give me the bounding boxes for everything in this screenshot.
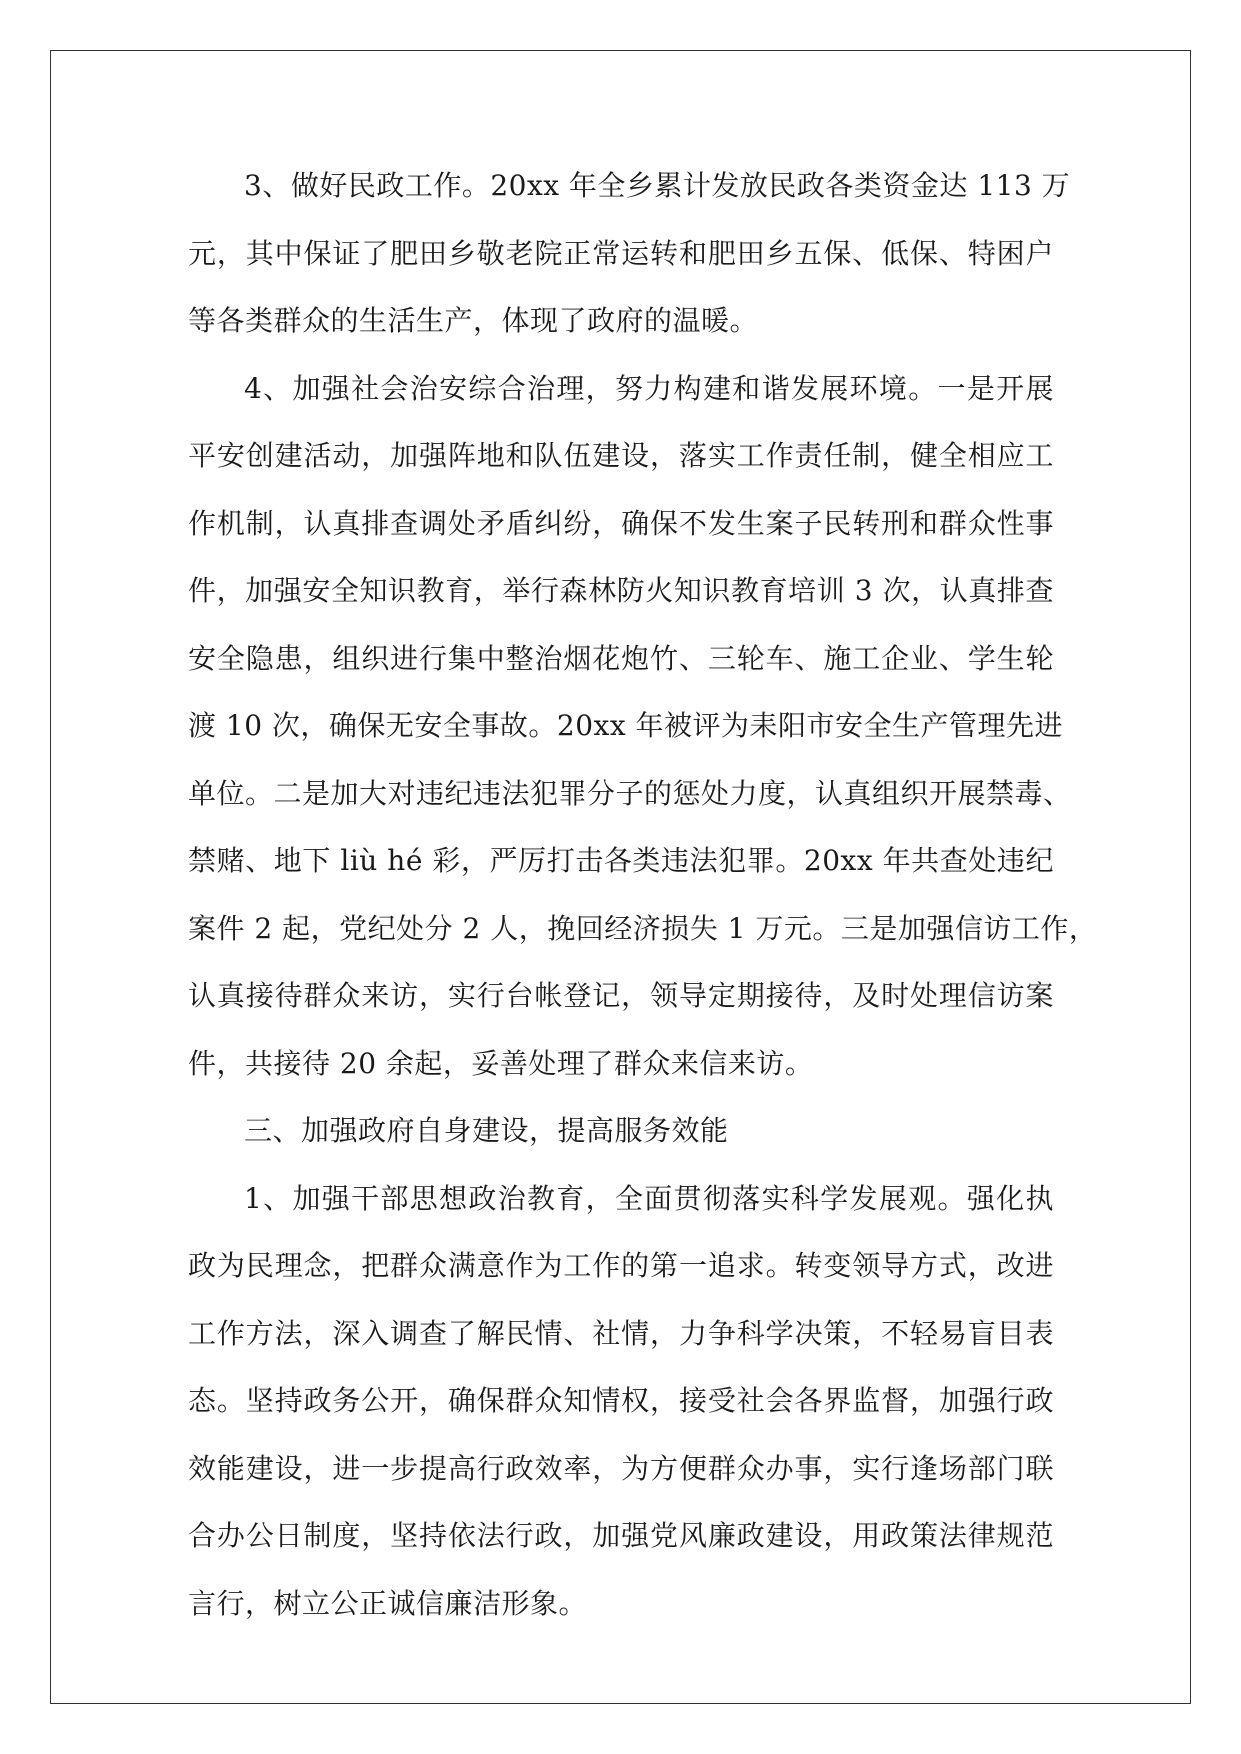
text-line: 4、加强社会治安综合治理，努力构建和谐发展环境。一是开展: [244, 371, 1054, 405]
text-line: 认真接待群众来访，实行台帐登记，领导定期接待，及时处理信访案: [188, 979, 1054, 1012]
text-line: 效能建设，进一步提高行政效率，为方便群众办事，实行逢场部门联: [188, 1451, 1054, 1485]
text-line: 件，加强安全知识教育，举行森林防火知识教育培训 3 次，认真排查: [188, 574, 1054, 607]
section-heading: [188, 1097, 1054, 1165]
paragraph-civil-affairs: [188, 152, 1071, 355]
paragraph-public-security: [188, 355, 1098, 1098]
text-line: 工作方法，深入调查了解民情、社情，力争科学决策，不轻易盲目表: [188, 1316, 1054, 1350]
text-line: 3、做好民政工作。20xx 年全乡累计发放民政各类资金达 113 万: [244, 169, 1071, 202]
text-line: 等各类群众的生活生产，体现了政府的温暖。: [188, 304, 759, 337]
document-body: [188, 152, 1098, 1637]
paragraph-cadre-education: [188, 1165, 1054, 1638]
text-line: 禁赌、地下 liù hé 彩，严厉打击各类违法犯罪。20xx 年共查处违纪: [188, 844, 1054, 877]
text-line: 案件 2 起，党纪处分 2 人，挽回经济损失 1 万元。三是加强信访工作，: [188, 911, 1098, 945]
text-line: 安全隐患，组织进行集中整治烟花炮竹、三轮车、施工企业、学生轮: [188, 641, 1054, 675]
text-line: 态。坚持政务公开，确保群众知情权，接受社会各界监督，加强行政: [188, 1384, 1054, 1417]
text-line: 元，其中保证了肥田乡敬老院正常运转和肥田乡五保、低保、特困户: [188, 236, 1054, 270]
text-line: 言行，树立公正诚信廉洁形象。: [188, 1586, 588, 1620]
text-line: 平安创建活动，加强阵地和队伍建设，落实工作责任制，健全相应工: [188, 439, 1054, 472]
text-line: 1、加强干部思想政治教育，全面贯彻落实科学发展观。强化执: [244, 1181, 1054, 1215]
text-line: 渡 10 次，确保无安全事故。20xx 年被评为耒阳市安全生产管理先进: [188, 709, 1064, 742]
text-line: 件，共接待 20 余起，妥善处理了群众来信来访。: [188, 1046, 814, 1080]
text-line: 单位。二是加大对违纪违法犯罪分子的惩处力度，认真组织开展禁毒、: [188, 776, 1072, 810]
text-line: 作机制，认真排查调处矛盾纠纷，确保不发生案子民转刑和群众性事: [188, 506, 1054, 540]
text-line: 合办公日制度，坚持依法行政，加强党风廉政建设，用政策法律规范: [188, 1519, 1054, 1552]
text-line: 政为民理念，把群众满意作为工作的第一追求。转变领导方式，改进: [188, 1249, 1054, 1282]
heading-line: 三、加强政府自身建设，提高服务效能: [244, 1114, 729, 1147]
